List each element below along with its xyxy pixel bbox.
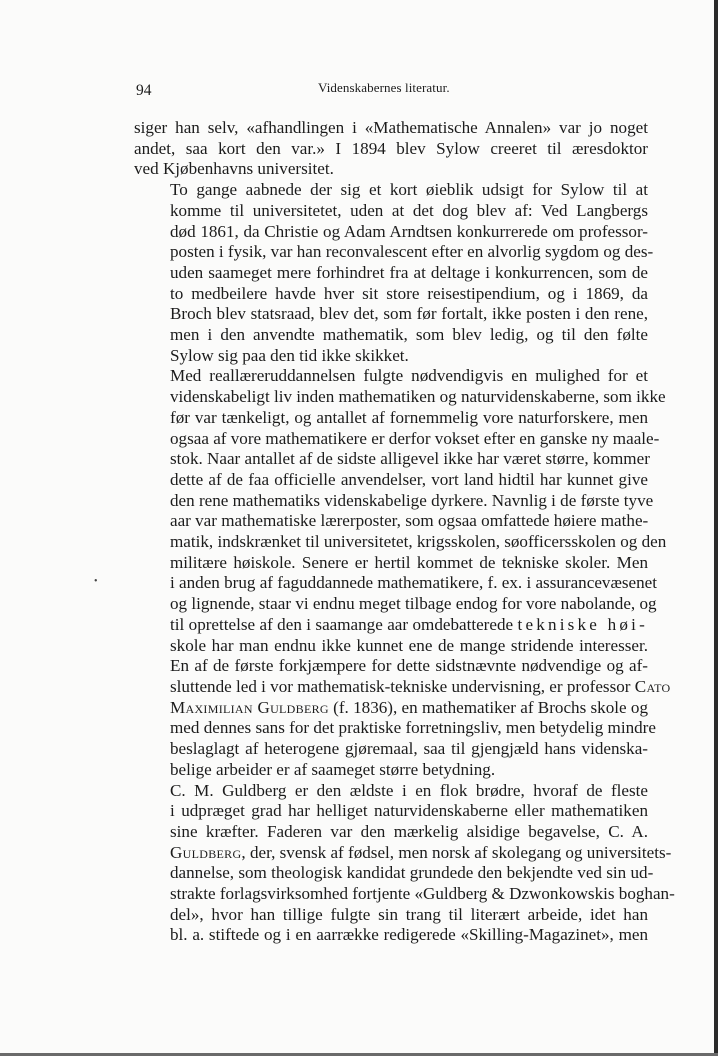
paragraph <box>134 118 648 180</box>
page-number: 94 <box>136 82 152 99</box>
small-caps-name: Cato <box>634 676 671 696</box>
text-line: død 1861, da Christie og Adam Arndtsen konkurrerede om professor- <box>170 221 648 241</box>
small-caps-name: Maximilian Guldberg <box>170 697 329 717</box>
text-line: dannelse, som theologisk kandidat grundede den bekjendte ved sin ud- <box>170 863 654 883</box>
text-line: bl. a. stiftede og i en aarrække redigerede «Skilling-Magazinet», men <box>170 925 648 945</box>
text-line: belige arbeider er af saameget større betydning. <box>170 759 496 779</box>
text-line: sine kræfter. Faderen var den mærkelig alsidige begavelse, C. A. <box>170 821 648 841</box>
text-line: Med reallæreruddannelsen fulgte nødvendigvis en mulighed for et <box>170 366 648 386</box>
text-line: Sylow sig paa den tid ikke skikket. <box>170 345 409 365</box>
text-line: uden saameget mere forhindret fra at deltage i konkurrencen, som de <box>170 262 648 282</box>
margin-mark: • <box>94 576 98 587</box>
text-line-mixed <box>134 615 648 636</box>
text-line: posten i fysik, var han reconvalescent efter en alvorlig sygdom og des- <box>170 242 654 262</box>
text-line: to medbeilere havde hver sit store reisestipendium, og i 1869, da <box>170 283 648 303</box>
text-line: siger han selv, «afhandlingen i «Mathematische Annalen» var jo noget <box>134 118 648 137</box>
running-title: Videnskabernes literatur. <box>318 80 450 95</box>
text-line: komme til universitetet, uden at det dog blev af: Ved Langbergs <box>170 200 648 220</box>
text-line: i anden brug af faguddannede mathematikere, f. ex. i assurancevæsenet <box>170 573 657 593</box>
text-line: stok. Naar antallet af de sidste alligevel ikke har været større, kommer <box>170 449 650 469</box>
text-line: men i den anvendte mathematik, som blev ledig, og til den følte <box>170 325 648 345</box>
text-line: To gange aabnede der sig et kort øieblik udsigt for Sylow til at <box>170 180 648 200</box>
paragraph <box>134 180 654 366</box>
text-line: andet, saa kort den var.» I 1894 blev Sylow creeret til æresdoktor <box>134 138 648 158</box>
text-line: beslaglagt af heterogene gjøremaal, saa til gjengjæld hans videnska- <box>170 739 648 759</box>
text-line-mixed <box>134 842 672 864</box>
text-line: En af de første forkjæmpere for dette sidstnævnte nødvendige og af- <box>170 656 648 676</box>
text-run: (f. 1836), en mathematiker af Brochs skole og <box>333 697 648 717</box>
text-run: , der, svensk af fødsel, men norsk af skolegang og universitets- <box>241 842 672 862</box>
text-line: strakte forlagsvirksomhed fortjente «Guldberg & Dzwonkowskis boghan- <box>170 884 675 904</box>
small-caps-name: Guldberg <box>170 842 242 862</box>
paragraph <box>134 780 675 947</box>
text-line: skole har man endnu ikke kunnet ene de mange stridende interesser. <box>170 635 648 655</box>
text-line: C. M. Guldberg er den ældste i en flok brødre, hvoraf de fleste <box>170 780 648 800</box>
text-line-mixed <box>134 698 648 719</box>
text-line-mixed <box>134 676 671 698</box>
text-line: dette af de faa officielle anvendelser, vort land hidtil har kunnet give <box>170 469 648 489</box>
spaced-text: tekniske høi- <box>517 614 649 634</box>
paragraph <box>134 366 671 780</box>
text-line: ved Kjøbenhavns universitet. <box>134 159 334 179</box>
text-line: videnskabeligt liv inden mathematiken og naturvidenskaberne, som ikke <box>170 387 666 407</box>
text-line: militære høiskole. Senere er hertil kommet de tekniske skoler. Men <box>170 552 648 572</box>
text-line: matik, indskrænket til universitetet, krigsskolen, søofficersskolen og den <box>170 532 667 552</box>
text-line: og lignende, staar vi endnu meget tilbage endog for vore nabolande, og <box>170 594 657 614</box>
text-line: med dennes sans for det praktiske forretningsliv, men betydelig mindre <box>170 718 656 738</box>
page-edge-right <box>714 0 718 1056</box>
text-line: aar var mathematiske lærerposter, som ogsaa omfattede høiere mathe- <box>170 511 649 531</box>
text-line: i udpræget grad har helliget naturvidenskaberne eller mathematiken <box>170 801 648 821</box>
text-line: ogsaa af vore mathematikere er derfor vokset efter en ganske ny maale- <box>170 428 660 448</box>
text-line: før var tænkeligt, og antallet af fornemmelig vore naturforskere, men <box>170 407 648 427</box>
body-text <box>134 118 675 946</box>
text-run: sluttende led i vor mathematisk-tekniske undervisning, er professor <box>170 676 631 696</box>
text-line: Broch blev statsraad, blev det, som før fortalt, ikke posten i den rene, <box>170 304 648 324</box>
text-line: den rene mathematiks videnskabelige dyrkere. Navnlig i de første tyve <box>170 490 654 510</box>
text-run: til oprettelse af den i saamange aar omdebatterede <box>170 614 514 634</box>
text-line: del», hvor han tillige fulgte sin trang til literært arbeide, idet han <box>170 904 648 924</box>
